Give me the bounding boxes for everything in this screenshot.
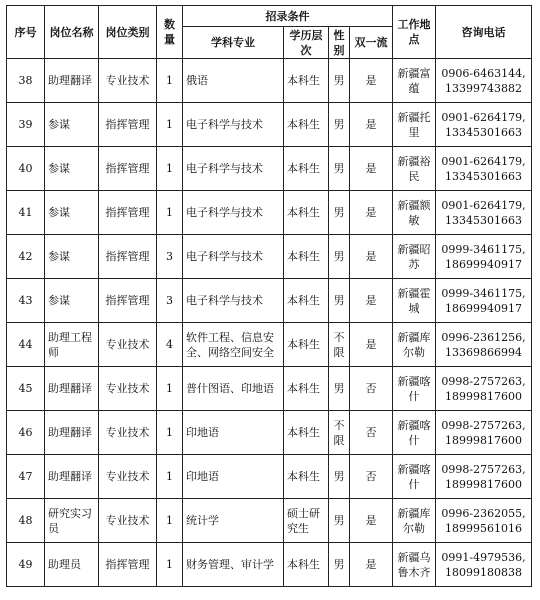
cell-gender: 男 — [329, 59, 350, 103]
cell-post-type: 指挥管理 — [99, 279, 157, 323]
phone-mobile: 13369866994 — [445, 345, 522, 359]
phone-mobile: 13345301663 — [445, 125, 522, 139]
cell-major: 印地语 — [183, 411, 284, 455]
cell-location: 新疆喀什 — [393, 411, 436, 455]
cell-seq: 47 — [7, 455, 45, 499]
header-location: 工作地点 — [393, 6, 436, 59]
phone-mobile: 18099180838 — [445, 565, 522, 579]
header-conditions: 招录条件 — [183, 6, 393, 27]
cell-post-type: 专业技术 — [99, 499, 157, 543]
cell-post-name: 研究实习员 — [45, 499, 99, 543]
cell-post-type: 指挥管理 — [99, 191, 157, 235]
cell-seq: 42 — [7, 235, 45, 279]
cell-double-first: 是 — [350, 59, 393, 103]
phone-mobile: 13345301663 — [445, 213, 522, 227]
cell-phone — [436, 367, 532, 411]
cell-gender: 男 — [329, 367, 350, 411]
cell-edu: 本科生 — [284, 191, 329, 235]
phone-mobile: 18699940917 — [445, 301, 522, 315]
cell-seq: 38 — [7, 59, 45, 103]
header-count: 数量 — [157, 6, 183, 59]
cell-major: 普什图语、印地语 — [183, 367, 284, 411]
cell-post-type: 指挥管理 — [99, 543, 157, 587]
header-major: 学科专业 — [183, 27, 284, 59]
cell-major: 财务管理、审计学 — [183, 543, 284, 587]
cell-count: 1 — [157, 147, 183, 191]
cell-post-name: 助理员 — [45, 543, 99, 587]
cell-major: 印地语 — [183, 455, 284, 499]
table-row — [7, 147, 532, 191]
phone-mobile: 18999817600 — [445, 477, 522, 491]
cell-double-first: 是 — [350, 323, 393, 367]
cell-edu: 本科生 — [284, 279, 329, 323]
cell-post-type: 专业技术 — [99, 411, 157, 455]
header-double-first: 双一流 — [350, 27, 393, 59]
cell-count: 1 — [157, 411, 183, 455]
phone-landline: 0999-3461175, — [441, 286, 526, 300]
phone-landline: 0901-6264179, — [441, 154, 526, 168]
cell-post-type: 专业技术 — [99, 59, 157, 103]
phone-mobile: 18999561016 — [445, 521, 522, 535]
table-row — [7, 279, 532, 323]
cell-major: 电子科学与技术 — [183, 147, 284, 191]
table-row — [7, 367, 532, 411]
cell-major: 统计学 — [183, 499, 284, 543]
cell-location: 新疆乌鲁木齐 — [393, 543, 436, 587]
cell-double-first: 是 — [350, 499, 393, 543]
cell-double-first: 是 — [350, 103, 393, 147]
cell-seq: 46 — [7, 411, 45, 455]
header-post-type: 岗位类别 — [99, 6, 157, 59]
phone-landline: 0991-4979536, — [441, 550, 526, 564]
phone-landline: 0998-2757263, — [441, 462, 526, 476]
cell-phone — [436, 191, 532, 235]
cell-location: 新疆喀什 — [393, 455, 436, 499]
cell-gender: 男 — [329, 499, 350, 543]
cell-phone — [436, 411, 532, 455]
cell-post-name: 助理翻译 — [45, 455, 99, 499]
cell-count: 1 — [157, 59, 183, 103]
cell-post-type: 专业技术 — [99, 367, 157, 411]
table-row — [7, 411, 532, 455]
cell-post-name: 参谋 — [45, 191, 99, 235]
cell-phone — [436, 147, 532, 191]
cell-gender: 男 — [329, 147, 350, 191]
cell-count: 1 — [157, 103, 183, 147]
phone-landline: 0901-6264179, — [441, 198, 526, 212]
cell-seq: 48 — [7, 499, 45, 543]
phone-landline: 0996-2361256, — [441, 330, 526, 344]
cell-major: 电子科学与技术 — [183, 235, 284, 279]
cell-location: 新疆额敏 — [393, 191, 436, 235]
cell-phone — [436, 543, 532, 587]
cell-edu: 本科生 — [284, 103, 329, 147]
cell-edu: 本科生 — [284, 543, 329, 587]
phone-mobile: 13345301663 — [445, 169, 522, 183]
phone-landline: 0998-2757263, — [441, 374, 526, 388]
header-phone: 咨询电话 — [436, 6, 532, 59]
cell-gender: 男 — [329, 235, 350, 279]
cell-major: 电子科学与技术 — [183, 279, 284, 323]
phone-landline: 0999-3461175, — [441, 242, 526, 256]
cell-seq: 49 — [7, 543, 45, 587]
cell-phone — [436, 455, 532, 499]
header-seq: 序号 — [7, 6, 45, 59]
cell-location: 新疆库尔勒 — [393, 323, 436, 367]
table-row — [7, 455, 532, 499]
cell-double-first: 否 — [350, 367, 393, 411]
cell-location: 新疆托里 — [393, 103, 436, 147]
cell-post-name: 助理翻译 — [45, 411, 99, 455]
cell-count: 1 — [157, 191, 183, 235]
cell-major: 电子科学与技术 — [183, 191, 284, 235]
cell-count: 1 — [157, 543, 183, 587]
phone-landline: 0901-6264179, — [441, 110, 526, 124]
recruitment-table — [6, 5, 532, 587]
table-header — [7, 6, 532, 59]
cell-gender: 男 — [329, 103, 350, 147]
cell-count: 1 — [157, 499, 183, 543]
cell-post-name: 助理工程师 — [45, 323, 99, 367]
cell-phone — [436, 279, 532, 323]
cell-edu: 硕士研究生 — [284, 499, 329, 543]
cell-edu: 本科生 — [284, 411, 329, 455]
cell-gender: 不限 — [329, 411, 350, 455]
cell-major: 俄语 — [183, 59, 284, 103]
cell-phone — [436, 235, 532, 279]
cell-post-type: 专业技术 — [99, 323, 157, 367]
cell-count: 3 — [157, 279, 183, 323]
cell-seq: 43 — [7, 279, 45, 323]
table-row — [7, 235, 532, 279]
cell-location: 新疆库尔勒 — [393, 499, 436, 543]
cell-post-type: 专业技术 — [99, 455, 157, 499]
cell-edu: 本科生 — [284, 323, 329, 367]
phone-mobile: 18999817600 — [445, 389, 522, 403]
table-row — [7, 103, 532, 147]
cell-double-first: 否 — [350, 411, 393, 455]
cell-location: 新疆霍城 — [393, 279, 436, 323]
cell-seq: 44 — [7, 323, 45, 367]
cell-gender: 男 — [329, 279, 350, 323]
cell-seq: 40 — [7, 147, 45, 191]
recruitment-table-container — [6, 5, 532, 587]
header-gender: 性别 — [329, 27, 350, 59]
cell-gender: 男 — [329, 543, 350, 587]
cell-edu: 本科生 — [284, 59, 329, 103]
phone-mobile: 13399743882 — [445, 81, 522, 95]
cell-post-name: 参谋 — [45, 279, 99, 323]
cell-post-name: 参谋 — [45, 235, 99, 279]
cell-post-name: 助理翻译 — [45, 59, 99, 103]
table-row — [7, 499, 532, 543]
phone-landline: 0996-2362055, — [441, 506, 526, 520]
cell-edu: 本科生 — [284, 147, 329, 191]
cell-double-first: 是 — [350, 191, 393, 235]
cell-count: 1 — [157, 455, 183, 499]
cell-phone — [436, 103, 532, 147]
cell-double-first: 是 — [350, 147, 393, 191]
cell-location: 新疆喀什 — [393, 367, 436, 411]
cell-edu: 本科生 — [284, 235, 329, 279]
cell-post-name: 助理翻译 — [45, 367, 99, 411]
table-row — [7, 191, 532, 235]
cell-double-first: 否 — [350, 455, 393, 499]
cell-post-name: 参谋 — [45, 103, 99, 147]
cell-major: 软件工程、信息安全、网络空间安全 — [183, 323, 284, 367]
header-post-name: 岗位名称 — [45, 6, 99, 59]
cell-double-first: 是 — [350, 279, 393, 323]
cell-location: 新疆富蕴 — [393, 59, 436, 103]
table-row — [7, 59, 532, 103]
cell-location: 新疆昭苏 — [393, 235, 436, 279]
cell-phone — [436, 323, 532, 367]
table-body — [7, 59, 532, 587]
cell-seq: 41 — [7, 191, 45, 235]
cell-seq: 45 — [7, 367, 45, 411]
cell-double-first: 是 — [350, 543, 393, 587]
cell-count: 4 — [157, 323, 183, 367]
header-edu: 学历层次 — [284, 27, 329, 59]
cell-phone — [436, 59, 532, 103]
cell-edu: 本科生 — [284, 367, 329, 411]
cell-post-name: 参谋 — [45, 147, 99, 191]
phone-mobile: 18699940917 — [445, 257, 522, 271]
phone-landline: 0906-6463144, — [441, 66, 526, 80]
cell-post-type: 指挥管理 — [99, 235, 157, 279]
cell-gender: 男 — [329, 191, 350, 235]
cell-gender: 不限 — [329, 323, 350, 367]
cell-phone — [436, 499, 532, 543]
table-row — [7, 543, 532, 587]
cell-count: 3 — [157, 235, 183, 279]
cell-edu: 本科生 — [284, 455, 329, 499]
cell-count: 1 — [157, 367, 183, 411]
phone-mobile: 18999817600 — [445, 433, 522, 447]
cell-major: 电子科学与技术 — [183, 103, 284, 147]
cell-seq: 39 — [7, 103, 45, 147]
cell-post-type: 指挥管理 — [99, 103, 157, 147]
cell-location: 新疆裕民 — [393, 147, 436, 191]
cell-double-first: 是 — [350, 235, 393, 279]
phone-landline: 0998-2757263, — [441, 418, 526, 432]
table-row — [7, 323, 532, 367]
cell-post-type: 指挥管理 — [99, 147, 157, 191]
cell-gender: 男 — [329, 455, 350, 499]
